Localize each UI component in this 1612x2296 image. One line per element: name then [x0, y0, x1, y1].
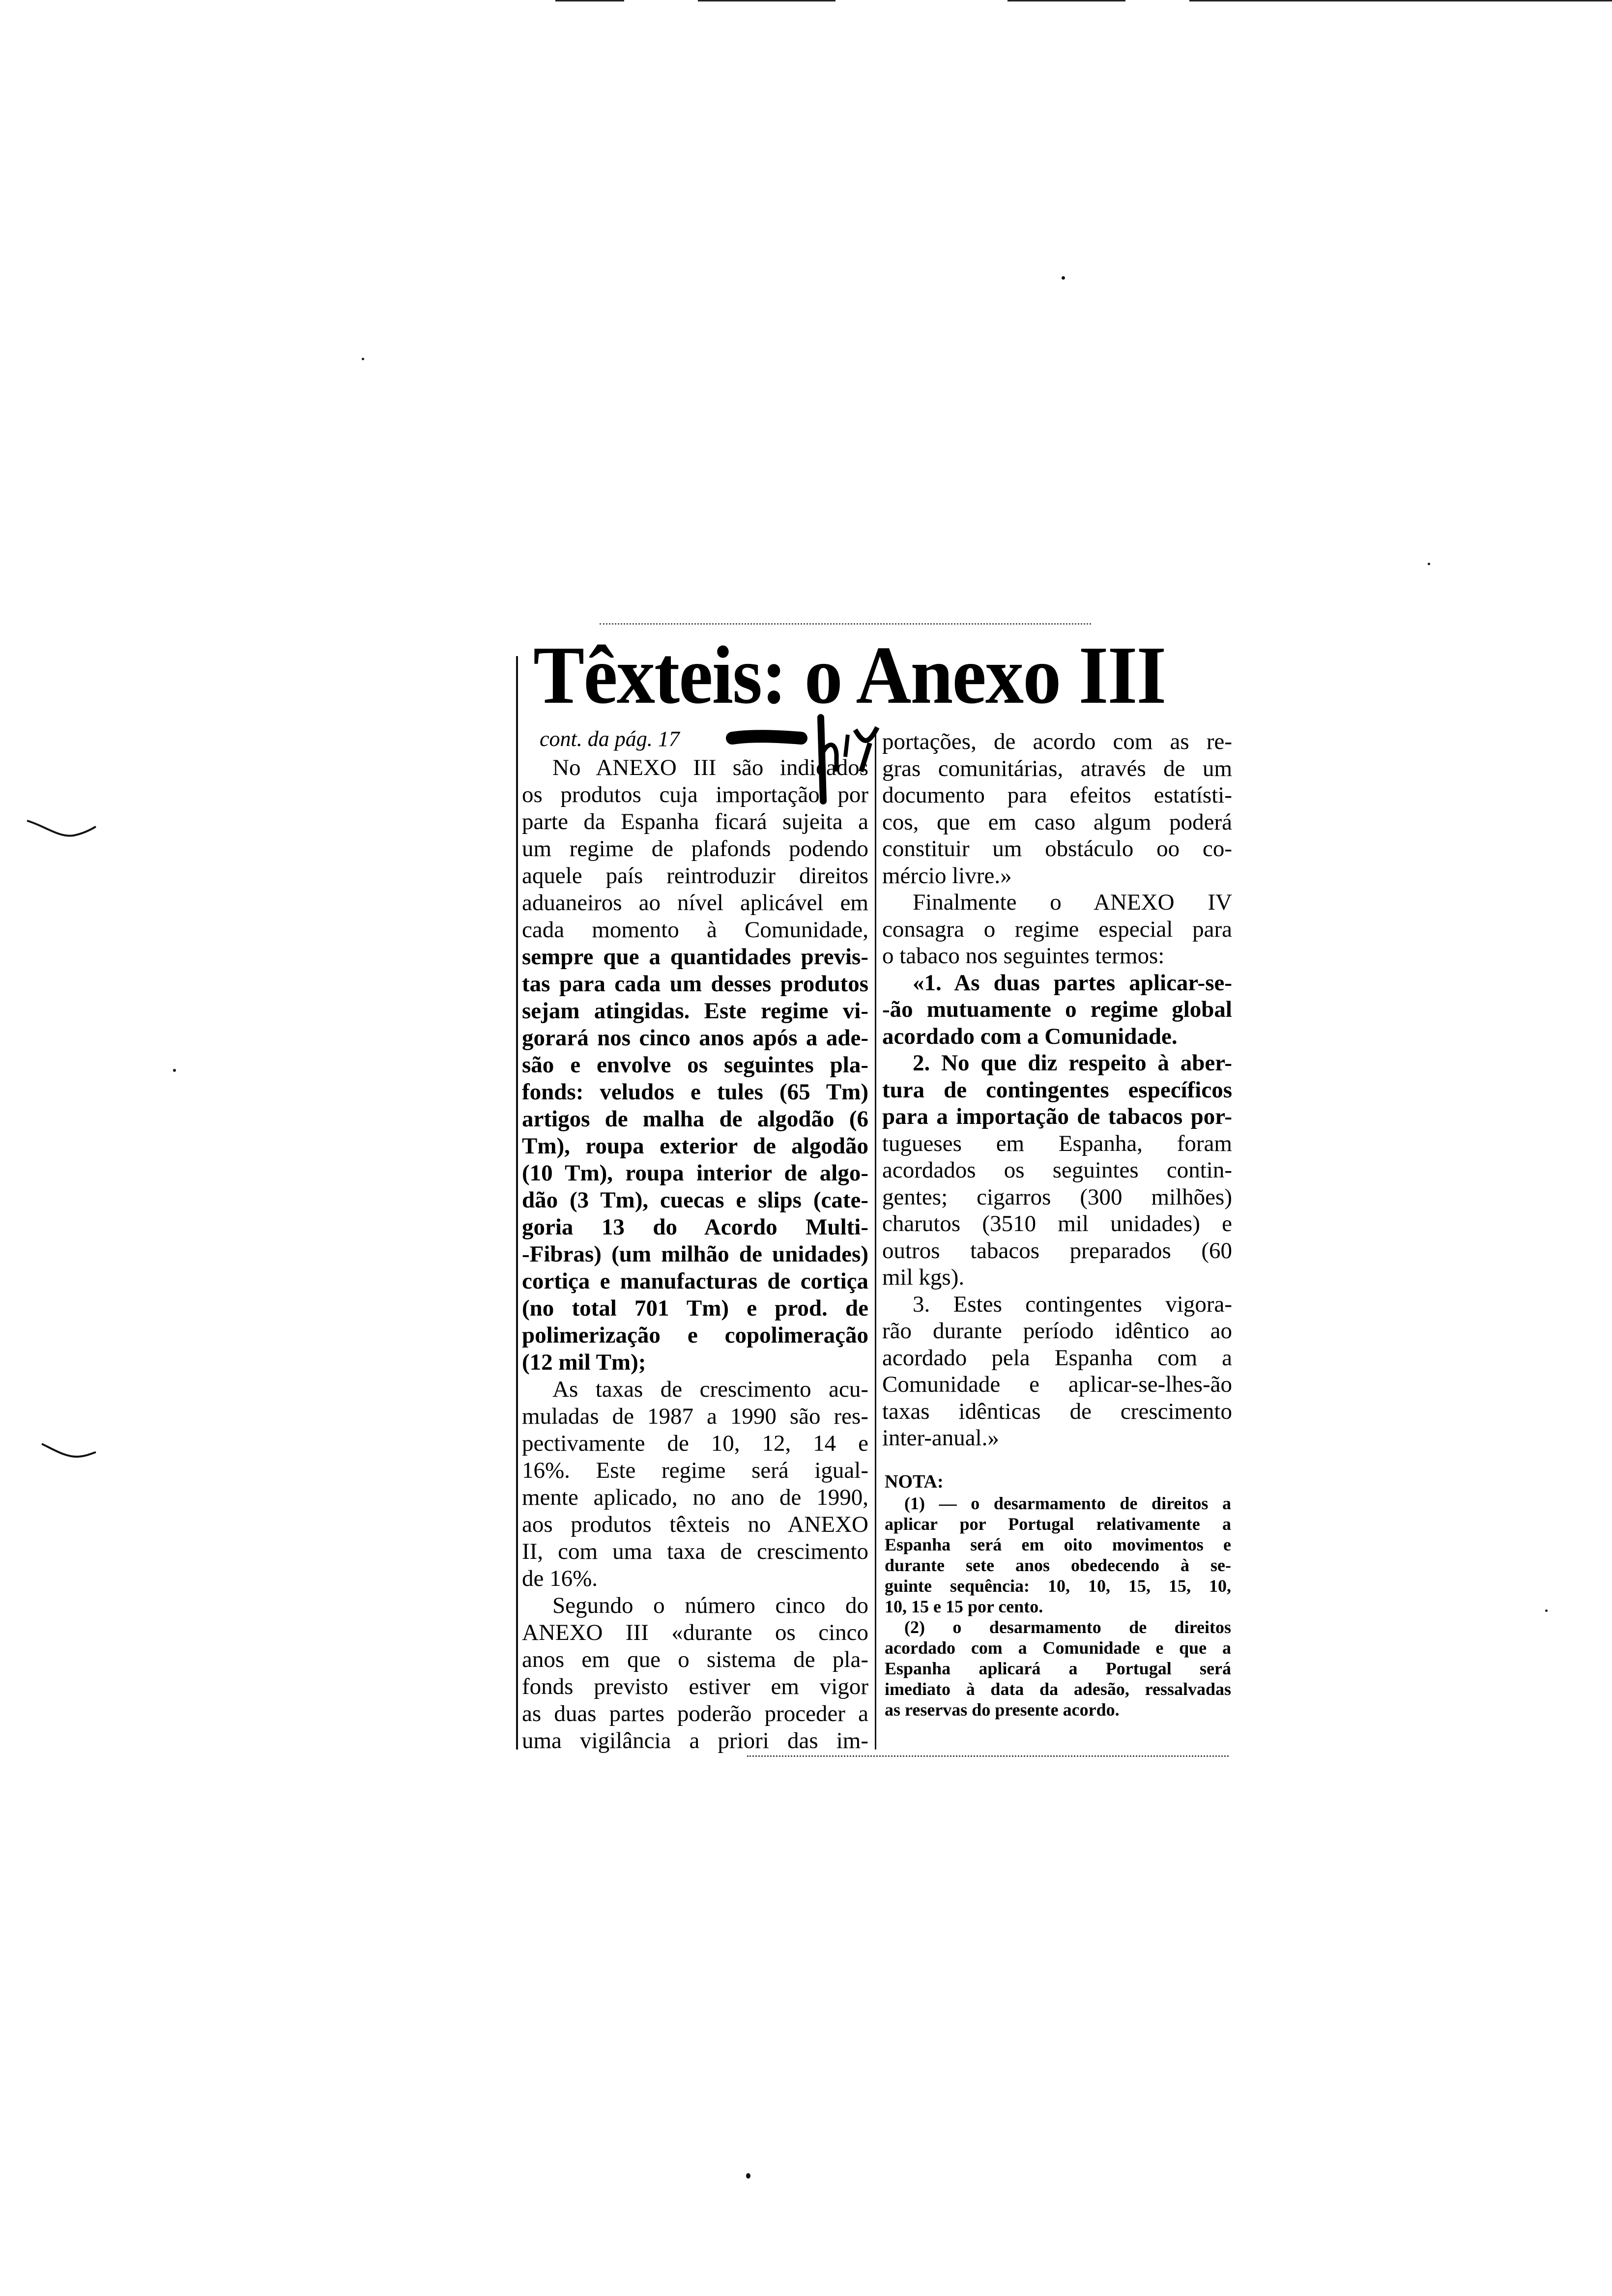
- right-column: [882, 728, 1232, 1452]
- text-line: parte da Espanha ficará sujeita a: [522, 809, 868, 834]
- note-line: as reservas do presente acordo.: [885, 1700, 1120, 1720]
- text-line: taxas idênticas de crescimento: [882, 1398, 1232, 1424]
- text-line: tugueses em Espanha, foram: [882, 1130, 1232, 1156]
- note-line: guinte sequência: 10, 10, 15, 15, 10,: [885, 1576, 1231, 1596]
- text-line: -ão mutuamente o regime global: [882, 997, 1232, 1022]
- text-line: consagra o regime especial para: [882, 916, 1232, 942]
- text-line: gentes; cigarros (300 milhões): [882, 1184, 1232, 1210]
- clipping-top-edge: [600, 623, 1091, 625]
- speck: [1545, 1609, 1548, 1612]
- text-line: documento para efeitos estatísti-: [882, 782, 1232, 808]
- text-line: gras comunitárias, através de um: [882, 755, 1232, 781]
- text-line: II, com uma taxa de crescimento: [522, 1539, 868, 1564]
- text-line: dão (3 Tm), cuecas e slips (cate-: [522, 1187, 868, 1213]
- note-line: durante sete anos obedecendo à se-: [885, 1555, 1231, 1575]
- text-line: (no total 701 Tm) e prod. de: [522, 1295, 868, 1321]
- text-line: mércio livre.»: [882, 862, 1012, 889]
- text-line: charutos (3510 mil unidades) e: [882, 1211, 1232, 1236]
- text-line: gorará nos cinco anos após a ade-: [522, 1025, 868, 1051]
- text-line: são e envolve os seguintes pla-: [522, 1052, 868, 1078]
- text-line: Segundo o número cinco do: [552, 1593, 868, 1618]
- scan-edge-mark: [1189, 0, 1612, 1]
- text-line: 3. Estes contingentes vigora-: [913, 1291, 1232, 1317]
- column-divider: [875, 727, 876, 1750]
- text-line: Finalmente o ANEXO IV: [913, 890, 1232, 915]
- left-column: [522, 754, 868, 1754]
- punch-hole-mark: [25, 816, 98, 845]
- note-line: imediato à data da adesão, ressalvadas: [885, 1679, 1231, 1699]
- text-line: -Fibras) (um milhão de unidades): [522, 1241, 868, 1267]
- note-line: (2) o desarmamento de direitos: [904, 1617, 1231, 1637]
- text-line: cortiça e manufacturas de cortiça: [522, 1268, 868, 1294]
- text-line: rão durante período idêntico ao: [882, 1318, 1232, 1344]
- text-line: sejam atingidas. Este regime vi-: [522, 998, 868, 1024]
- text-line: os produtos cuja importação por: [522, 782, 868, 807]
- text-line: fonds: veludos e tules (65 Tm): [522, 1079, 868, 1105]
- text-line: uma vigilância a priori das im-: [522, 1728, 868, 1753]
- text-line: portações, de acordo com as re-: [882, 729, 1232, 754]
- scan-edge-mark: [698, 0, 835, 1]
- text-line: tas para cada um desses produtos: [522, 971, 868, 997]
- text-line: 2. No que diz respeito à aber-: [913, 1050, 1232, 1076]
- text-line: para a importação de tabacos por-: [882, 1104, 1232, 1129]
- text-line: o tabaco nos seguintes termos:: [882, 943, 1165, 969]
- text-line: aquele país reintroduzir direitos: [522, 863, 868, 889]
- speck: [1428, 563, 1430, 565]
- speck: [173, 1069, 176, 1072]
- text-line: No ANEXO III são indicados: [552, 755, 868, 780]
- text-line: Comunidade e aplicar-se-lhes-ão: [882, 1372, 1232, 1397]
- text-line: As taxas de crescimento acu-: [552, 1377, 868, 1402]
- text-line: outros tabacos preparados (60: [882, 1237, 1232, 1263]
- note-line: 10, 15 e 15 por cento.: [885, 1597, 1043, 1616]
- scan-edge-mark: [555, 0, 624, 1]
- headline: Têxteis: o Anexo III: [533, 630, 1166, 721]
- note-line: (1) — o desarmamento de direitos a: [904, 1493, 1231, 1513]
- speck: [746, 2173, 750, 2179]
- text-line: as duas partes poderão proceder a: [522, 1701, 868, 1726]
- clipping-bottom-edge: [747, 1755, 1229, 1757]
- text-line: polimerização e copolimeração: [522, 1322, 868, 1348]
- text-line: fonds previsto estiver em vigor: [522, 1674, 868, 1699]
- text-line: «1. As duas partes aplicar-se-: [913, 970, 1232, 996]
- scan-edge-mark: [1008, 0, 1125, 1]
- text-line: acordados os seguintes contin-: [882, 1157, 1232, 1183]
- text-line: anos em que o sistema de pla-: [522, 1647, 868, 1672]
- text-line: Tm), roupa exterior de algodão: [522, 1133, 868, 1159]
- text-line: constituir um obstáculo oo co-: [882, 836, 1232, 861]
- text-line: artigos de malha de algodão (6: [522, 1106, 868, 1132]
- text-line: sempre que a quantidades previs-: [522, 944, 868, 970]
- note-line: Espanha aplicará a Portugal será: [885, 1659, 1231, 1678]
- text-line: cada momento à Comunidade,: [522, 917, 868, 943]
- text-line: tura de contingentes específicos: [882, 1077, 1232, 1103]
- clipping-left-border: [516, 656, 518, 1750]
- text-line: mil kgs).: [882, 1264, 965, 1290]
- continuation-label: cont. da pág. 17: [540, 727, 680, 751]
- punch-hole-mark: [39, 1440, 98, 1464]
- note-line: acordado com a Comunidade e que a: [885, 1638, 1231, 1658]
- text-line: ANEXO III «durante os cinco: [522, 1620, 868, 1645]
- notes-heading: NOTA:: [885, 1471, 944, 1492]
- speck: [362, 358, 364, 360]
- text-line: mente aplicado, no ano de 1990,: [522, 1485, 868, 1510]
- text-line: muladas de 1987 a 1990 são res-: [522, 1404, 868, 1429]
- text-line: de 16%.: [522, 1566, 598, 1591]
- text-line: inter-anual.»: [882, 1425, 999, 1451]
- text-line: um regime de plafonds podendo: [522, 836, 868, 861]
- notes-section: [885, 1470, 1231, 1720]
- note-line: aplicar por Portugal relativamente a: [885, 1514, 1231, 1534]
- text-line: aos produtos têxteis no ANEXO: [522, 1512, 868, 1537]
- text-line: (12 mil Tm);: [522, 1349, 646, 1375]
- text-line: pectivamente de 10, 12, 14 e: [522, 1431, 868, 1456]
- text-line: (10 Tm), roupa interior de algo-: [522, 1160, 868, 1186]
- text-line: aduaneiros ao nível aplicável em: [522, 890, 868, 916]
- text-line: cos, que em caso algum poderá: [882, 809, 1232, 835]
- note-line: Espanha será em oito movimentos e: [885, 1535, 1231, 1554]
- text-line: acordado com a Comunidade.: [882, 1023, 1178, 1049]
- text-line: 16%. Este regime será igual-: [522, 1458, 868, 1483]
- text-line: acordado pela Espanha com a: [882, 1345, 1232, 1371]
- text-line: goria 13 do Acordo Multi-: [522, 1214, 868, 1240]
- speck: [1062, 276, 1065, 280]
